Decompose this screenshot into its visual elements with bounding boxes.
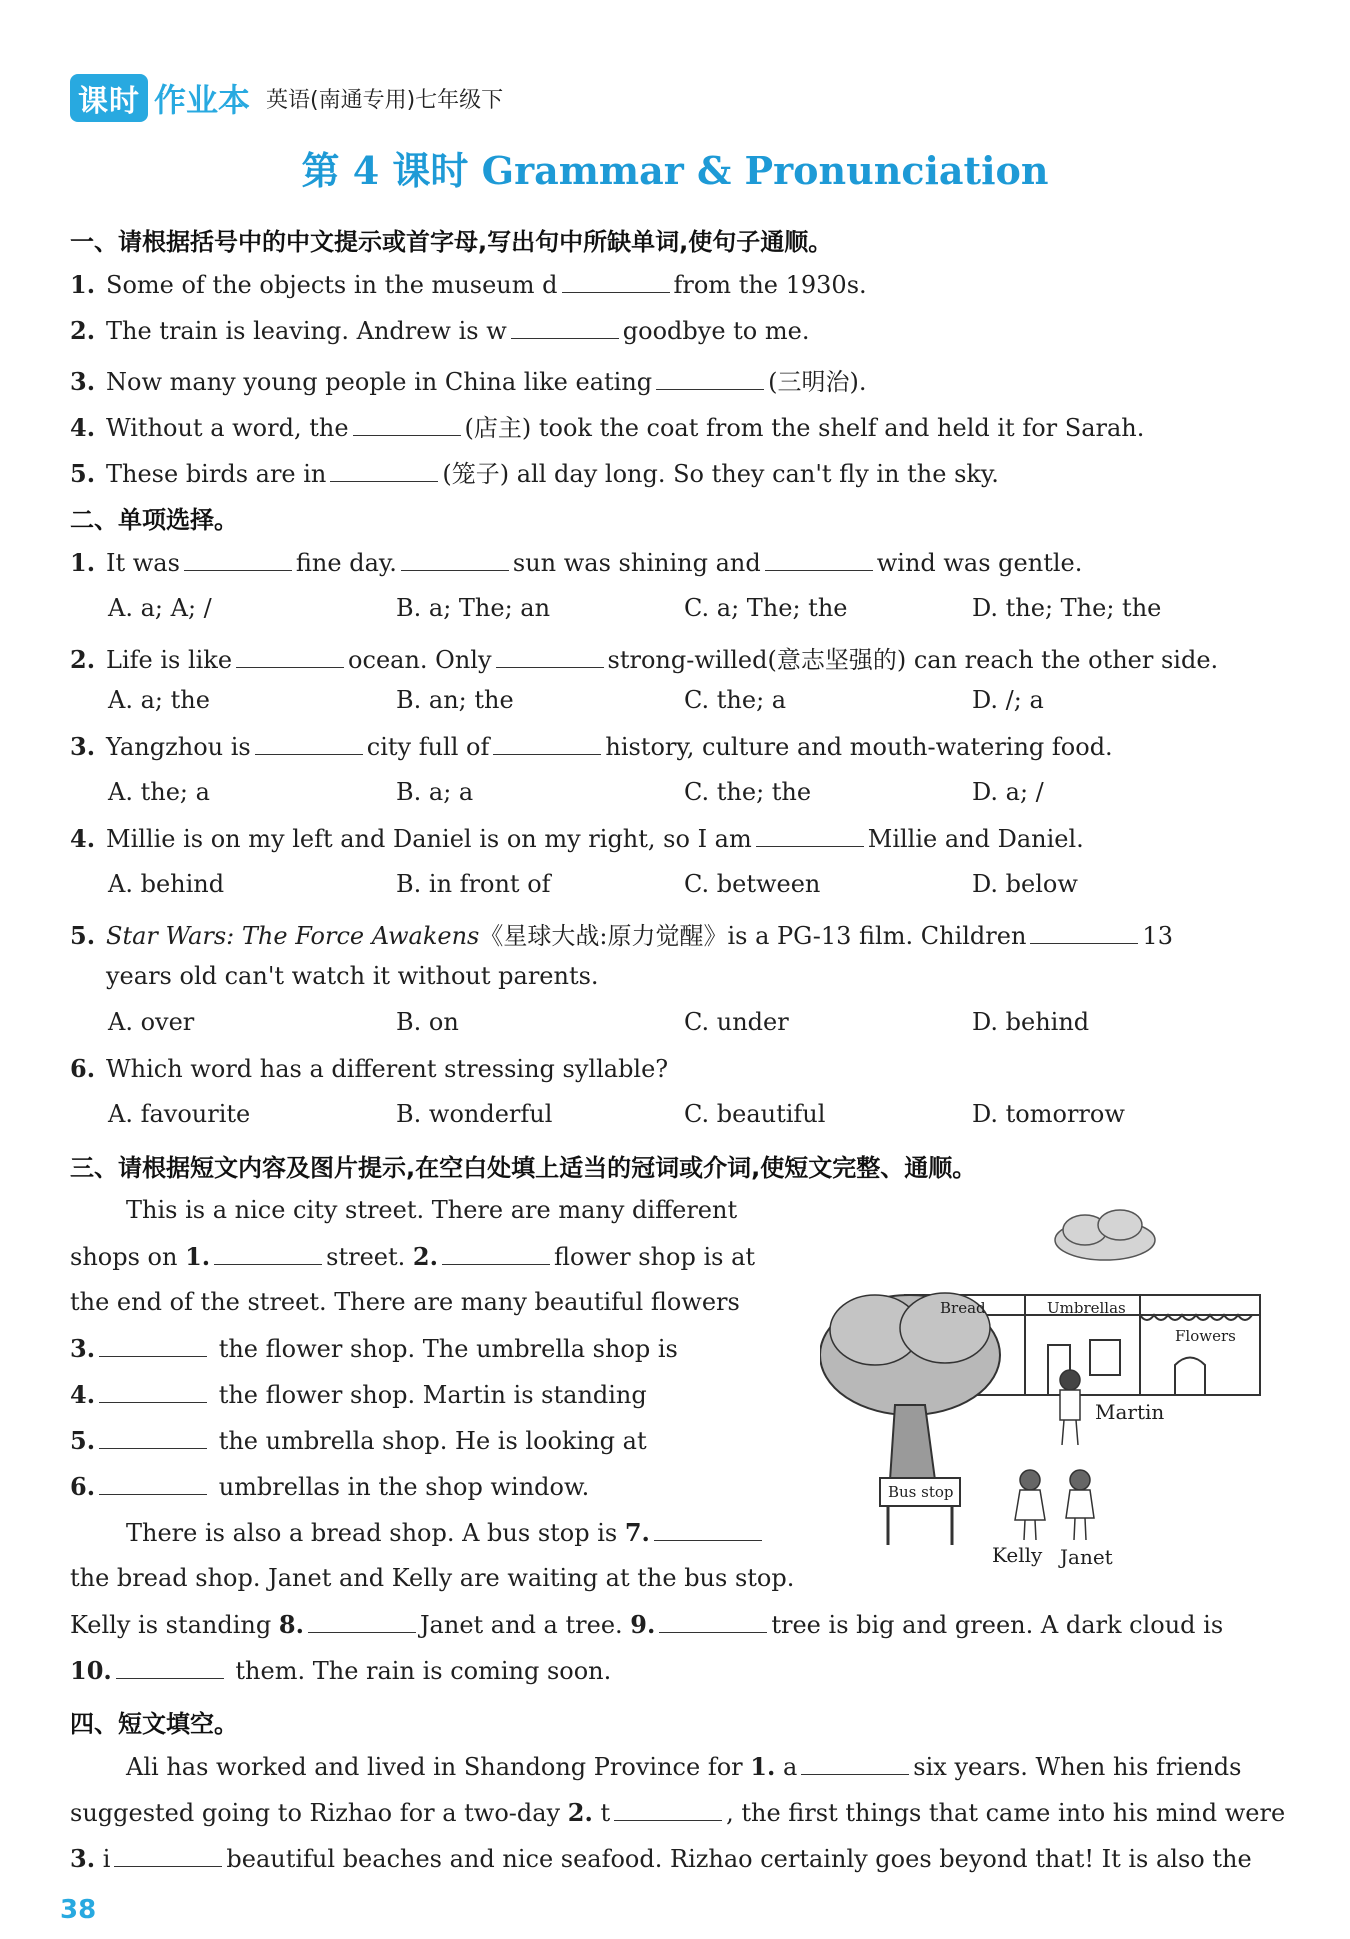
option-c[interactable]: C. beautiful [684,1100,826,1128]
lesson-title: 第 4 课时 Grammar & Pronunciation [301,148,1049,193]
mc-question-5 [70,916,1173,951]
bread-shop-sign: Bread [940,1299,986,1317]
passage-text: , the first things that came into his mind were [726,1799,1286,1827]
mc-options-5 [108,1008,1288,1038]
initial-letter: i [102,1845,111,1873]
blank-number: 3. [70,1334,96,1363]
kelly-figure-icon [1015,1470,1045,1540]
mc-question-5-cont: years old can't watch it without parents. [106,962,599,990]
answer-blank[interactable] [756,824,864,847]
passage-text: beautiful beaches and nice seafood. Rizhao certainly goes beyond that! It is also the [226,1845,1252,1873]
passage-text: the umbrella shop. He is looking at [218,1427,647,1455]
option-a[interactable]: A. behind [108,870,225,898]
janet-figure-icon [1066,1470,1094,1540]
p1-item-4 [70,408,1144,443]
answer-blank[interactable] [114,1844,222,1867]
dark-cloud-icon [1055,1210,1155,1260]
option-a[interactable]: A. favourite [108,1100,251,1128]
blank-number: 2. [567,1798,593,1827]
street-scene-drawing [820,1200,1275,1580]
passage-line: the end of the street. There are many beautiful flowers [70,1288,740,1316]
janet-label: Janet [1060,1545,1113,1569]
answer-blank[interactable] [801,1752,909,1775]
blank-number: 1. [750,1752,776,1781]
logo-box: 课时 [70,74,148,122]
initial-letter: t [600,1799,611,1827]
option-b[interactable]: B. an; the [396,686,514,714]
answer-blank[interactable] [116,1656,224,1679]
page-number: 38 [60,1895,97,1925]
passage-line [70,1334,678,1363]
question-text: Which word has a different stressing syllable? [106,1055,669,1083]
answer-blank[interactable] [496,645,604,668]
sentence-text: (笼子) all day long. So they can't fly in the sky. [442,460,999,488]
film-title: Star Wars: The Force Awakens [106,922,480,950]
passage-line [70,1426,647,1455]
passage-line [70,1798,1285,1827]
item-number: 4. [70,824,96,853]
initial-letter: a [782,1753,798,1781]
item-number: 3. [70,732,96,761]
umbrella-shop-sign: Umbrellas [1047,1299,1126,1317]
question-text: 《星球大战:原力觉醒》is a PG-13 film. Children [479,922,1027,950]
option-b[interactable]: B. on [396,1008,459,1036]
option-c[interactable]: C. between [684,870,821,898]
sentence-text: (三明治). [768,368,867,396]
martin-figure-icon [1060,1370,1080,1445]
option-a[interactable]: A. a; the [108,686,210,714]
passage-line [126,1752,1241,1781]
mc-options-4 [108,870,1288,900]
section-heading-4: 四、短文填空。 [70,1710,238,1738]
passage-line [70,1380,647,1409]
passage-text: Ali has worked and lived in Shandong Province for [126,1753,743,1781]
question-text: ocean. Only [348,646,492,674]
answer-blank[interactable] [654,1518,762,1541]
answer-blank[interactable] [562,270,670,293]
blank-number: 5. [70,1426,96,1455]
flower-shop-sign: Flowers [1175,1327,1236,1345]
mc-question-4 [70,824,1084,853]
question-text: Millie and Daniel. [867,825,1084,853]
answer-blank[interactable] [659,1610,767,1633]
item-number: 5. [70,459,96,488]
item-number: 3. [70,367,96,396]
mc-question-1 [70,548,1082,577]
question-text: 13 [1142,922,1173,950]
question-text: sun was shining and [512,549,761,577]
passage-text: them. The rain is coming soon. [235,1657,612,1685]
blank-number: 1. [185,1242,211,1271]
option-c[interactable]: C. the; the [684,778,812,806]
passage-line [70,1656,611,1685]
item-number: 2. [70,645,96,674]
option-c[interactable]: C. a; The; the [684,594,848,622]
passage-text: street. [326,1243,406,1271]
blank-number: 10. [70,1656,112,1685]
option-d[interactable]: D. behind [972,1008,1090,1036]
mc-options-2 [108,686,1288,716]
section-heading-1: 一、请根据括号中的中文提示或首字母,写出句中所缺单词,使句子通顺。 [70,228,833,256]
header [70,74,503,122]
answer-blank[interactable] [308,1610,416,1633]
option-a[interactable]: A. the; a [108,778,210,806]
p1-item-1 [70,270,867,299]
tree-icon [820,1293,1000,1480]
logo-text: 作业本 [154,81,251,119]
question-text: wind was gentle. [876,549,1083,577]
option-d[interactable]: D. /; a [972,686,1044,714]
option-b[interactable]: B. a; The; an [396,594,551,622]
blank-number: 6. [70,1472,96,1501]
passage-text: suggested going to Rizhao for a two-day [70,1799,561,1827]
answer-blank[interactable] [442,1242,550,1265]
book-subtitle: 英语(南通专用)七年级下 [266,87,504,113]
item-number: 2. [70,316,96,345]
option-c[interactable]: C. under [684,1008,789,1036]
sentence-text: (店主) took the coat from the shelf and held it for Sarah. [464,414,1145,442]
item-number: 1. [70,270,96,299]
question-text: strong-willed(意志坚强的) can reach the other side. [607,646,1219,674]
mc-question-3 [70,732,1113,761]
mc-options-3 [108,778,1288,808]
passage-text: the flower shop. The umbrella shop is [218,1335,678,1363]
passage-text: Janet and a tree. [419,1611,623,1639]
question-text: history, culture and mouth-watering food. [605,733,1113,761]
option-d[interactable]: D. tomorrow [972,1100,1125,1128]
answer-blank[interactable] [765,548,873,571]
passage-line: This is a nice city street. There are many different [126,1196,738,1224]
item-number: 4. [70,413,96,442]
option-a[interactable]: A. over [108,1008,195,1036]
question-text: Life is like [106,646,233,674]
sentence-text: These birds are in [106,460,327,488]
question-text: Yangzhou is [106,733,251,761]
question-text: fine day. [295,549,397,577]
answer-blank[interactable] [255,732,363,755]
kelly-label: Kelly [992,1543,1043,1567]
passage-text: umbrellas in the shop window. [218,1473,590,1501]
question-text: Millie is on my left and Daniel is on my right, so I am [106,825,752,853]
sentence-text: goodbye to me. [622,317,810,345]
answer-blank[interactable] [99,1380,207,1403]
answer-blank[interactable] [493,732,601,755]
item-number: 1. [70,548,96,577]
blank-number: 3. [70,1844,96,1873]
item-number: 6. [70,1054,96,1083]
mc-options-1 [108,594,1288,624]
passage-line [70,1844,1252,1873]
section-heading-3: 三、请根据短文内容及图片提示,在空白处填上适当的冠词或介词,使短文完整、通顺。 [70,1154,977,1182]
blank-number: 8. [278,1610,304,1639]
answer-blank[interactable] [99,1472,207,1495]
passage-line [70,1610,1223,1639]
option-d[interactable]: D. a; / [972,778,1044,806]
mc-question-6 [70,1054,668,1083]
answer-blank[interactable] [656,367,764,390]
option-b[interactable]: B. a; a [396,778,474,806]
passage-text: flower shop is at [553,1243,756,1271]
option-a[interactable]: A. a; A; / [108,594,212,622]
street-illustration [820,1200,1275,1580]
p1-item-3 [70,362,867,397]
answer-blank[interactable] [353,413,461,436]
answer-blank[interactable] [236,645,344,668]
bus-stop-label: Bus stop [888,1483,954,1501]
section-heading-2: 二、单项选择。 [70,506,238,534]
sentence-text: Now many young people in China like eating [106,368,653,396]
answer-blank[interactable] [184,548,292,571]
p1-item-2 [70,316,809,345]
answer-blank[interactable] [511,316,619,339]
p1-item-5 [70,454,999,489]
sentence-text: The train is leaving. Andrew is w [106,317,507,345]
blank-number: 7. [624,1518,650,1547]
blank-number: 2. [412,1242,438,1271]
answer-blank[interactable] [1030,921,1138,944]
passage-line [70,1472,589,1501]
answer-blank[interactable] [401,548,509,571]
passage-line: the bread shop. Janet and Kelly are waiting at the bus stop. [70,1564,795,1592]
passage-text: the flower shop. Martin is standing [218,1381,647,1409]
sentence-text: from the 1930s. [673,271,867,299]
logo [70,74,250,122]
passage-text: Kelly is standing [70,1611,272,1639]
item-number: 5. [70,921,96,950]
option-c[interactable]: C. the; a [684,686,787,714]
blank-number: 9. [630,1610,656,1639]
passage-line [126,1518,766,1547]
martin-label: Martin [1095,1400,1165,1424]
sentence-text: Without a word, the [106,414,349,442]
option-b[interactable]: B. wonderful [396,1100,553,1128]
passage-line [70,1242,755,1271]
question-text: city full of [366,733,490,761]
option-d[interactable]: D. the; The; the [972,594,1162,622]
passage-text: six years. When his friends [913,1753,1242,1781]
passage-text: shops on [70,1243,178,1271]
answer-blank[interactable] [99,1426,207,1449]
mc-question-2 [70,640,1218,675]
answer-blank[interactable] [330,459,438,482]
answer-blank[interactable] [214,1242,322,1265]
answer-blank[interactable] [614,1798,722,1821]
option-b[interactable]: B. in front of [396,870,551,898]
blank-number: 4. [70,1380,96,1409]
question-text: It was [106,549,180,577]
option-d[interactable]: D. below [972,870,1078,898]
passage-text: tree is big and green. A dark cloud is [771,1611,1224,1639]
mc-options-6 [108,1100,1288,1130]
passage-text: There is also a bread shop. A bus stop is [126,1519,618,1547]
sentence-text: Some of the objects in the museum d [106,271,558,299]
answer-blank[interactable] [99,1334,207,1357]
